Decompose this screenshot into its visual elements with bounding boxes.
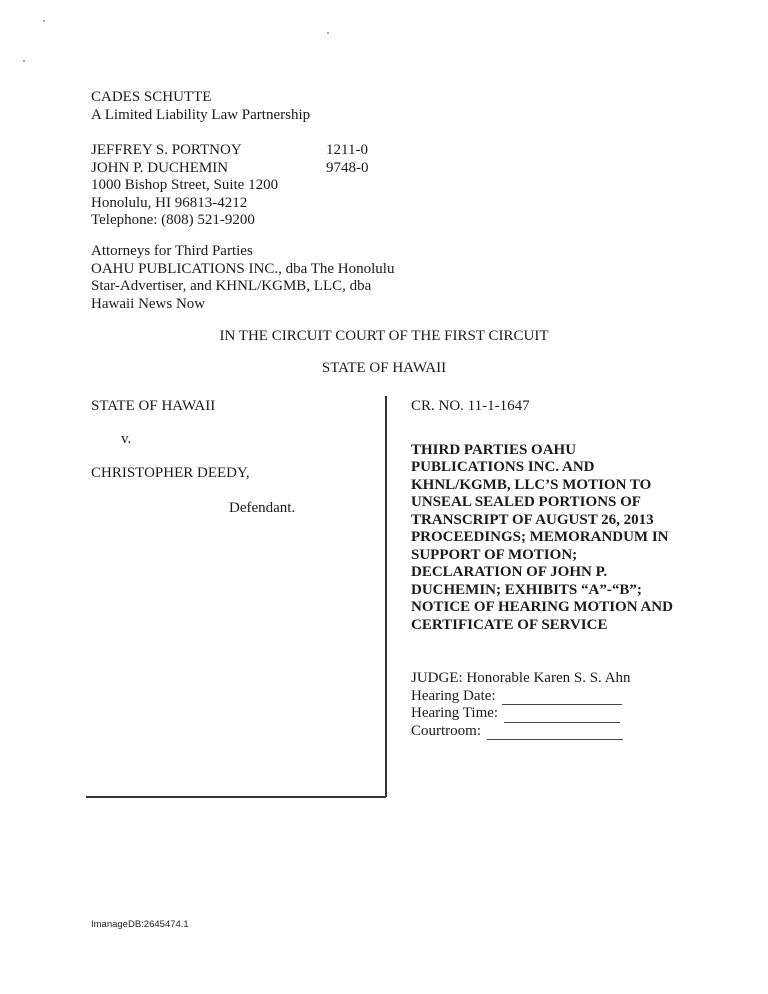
address-city: Honolulu, HI 96813-4212 <box>91 194 248 211</box>
case-number: CR. NO. 11-1-1647 <box>411 398 530 414</box>
court-name: IN THE CIRCUIT COURT OF THE FIRST CIRCUIT <box>219 328 549 344</box>
motion-title-line: KHNL/KGMB, LLC’S MOTION TO <box>411 476 652 493</box>
attorney-row <box>91 160 369 178</box>
representation-line: Star-Advertiser, and KHNL/KGMB, LLC, dba <box>91 278 372 294</box>
motion-title-line: PROCEEDINGS; MEMORANDUM IN <box>411 529 669 545</box>
caption-case-info <box>411 398 711 740</box>
document-id-footer: ImanageDB:2645474.1 <box>91 919 189 930</box>
representation-line: Attorneys for Third Parties <box>91 243 253 259</box>
caption-divider-horizontal <box>86 796 386 798</box>
hearing-time-label: Hearing Time: <box>411 705 499 721</box>
hearing-time-blank <box>504 709 620 723</box>
scan-speck <box>23 60 25 62</box>
motion-title-line: DECLARATION OF JOHN P. <box>411 564 608 580</box>
address-phone: Telephone: (808) 521-9200 <box>91 212 255 228</box>
court-state: STATE OF HAWAII <box>321 359 447 376</box>
attorney-list <box>91 142 369 177</box>
firm-name: CADES SCHUTTE <box>91 89 212 105</box>
defendant-role: Defendant. <box>229 499 296 516</box>
courtroom-label: Courtroom: <box>411 722 481 739</box>
hearing-time-row <box>411 705 711 723</box>
representation-line: OAHU PUBLICATIONS INC., dba The Honolulu <box>91 260 395 277</box>
motion-title-line: THIRD PARTIES OAHU <box>411 441 577 458</box>
caption-parties <box>91 398 381 517</box>
motion-title-line: CERTIFICATE OF SERVICE <box>411 616 608 633</box>
caption-divider-vertical <box>385 396 387 797</box>
motion-title-line: SUPPORT OF MOTION; <box>411 546 578 563</box>
defendant-name: CHRISTOPHER DEEDY, <box>91 465 250 481</box>
address-street: 1000 Bishop Street, Suite 1200 <box>91 177 279 193</box>
scan-speck <box>327 32 329 34</box>
attorney-bar-number: 9748-0 <box>326 159 369 176</box>
hearing-date-row <box>411 688 711 706</box>
motion-title-line: PUBLICATIONS INC. AND <box>411 459 595 475</box>
scan-speck <box>43 20 45 22</box>
representation-line: Hawaii News Now <box>91 295 206 312</box>
attorney-name: JEFFREY S. PORTNOY <box>91 142 242 158</box>
attorney-name: JOHN P. DUCHEMIN <box>91 159 229 176</box>
courtroom-row <box>411 723 711 741</box>
hearing-date-label: Hearing Date: <box>411 687 496 704</box>
firm-address <box>91 177 278 230</box>
motion-title-line: NOTICE OF HEARING MOTION AND <box>411 599 673 615</box>
motion-title-line: UNSEAL SEALED PORTIONS OF <box>411 494 641 510</box>
hearing-info <box>411 670 711 740</box>
firm-block <box>91 89 310 124</box>
motion-title-line: DUCHEMIN; EXHIBITS “A”-“B”; <box>411 581 642 598</box>
hearing-date-blank <box>502 691 622 705</box>
motion-title <box>411 442 711 635</box>
court-heading <box>0 328 768 377</box>
motion-title-line: TRANSCRIPT OF AUGUST 26, 2013 <box>411 511 654 528</box>
judge-line: JUDGE: Honorable Karen S. S. Ahn <box>411 670 631 686</box>
versus-label: v. <box>121 430 132 447</box>
firm-type: A Limited Liability Law Partnership <box>91 106 311 123</box>
courtroom-blank <box>487 726 623 740</box>
attorney-row <box>91 142 369 160</box>
attorney-bar-number: 1211-0 <box>326 142 368 158</box>
plaintiff-name: STATE OF HAWAII <box>91 398 216 414</box>
representation-block <box>91 243 394 313</box>
